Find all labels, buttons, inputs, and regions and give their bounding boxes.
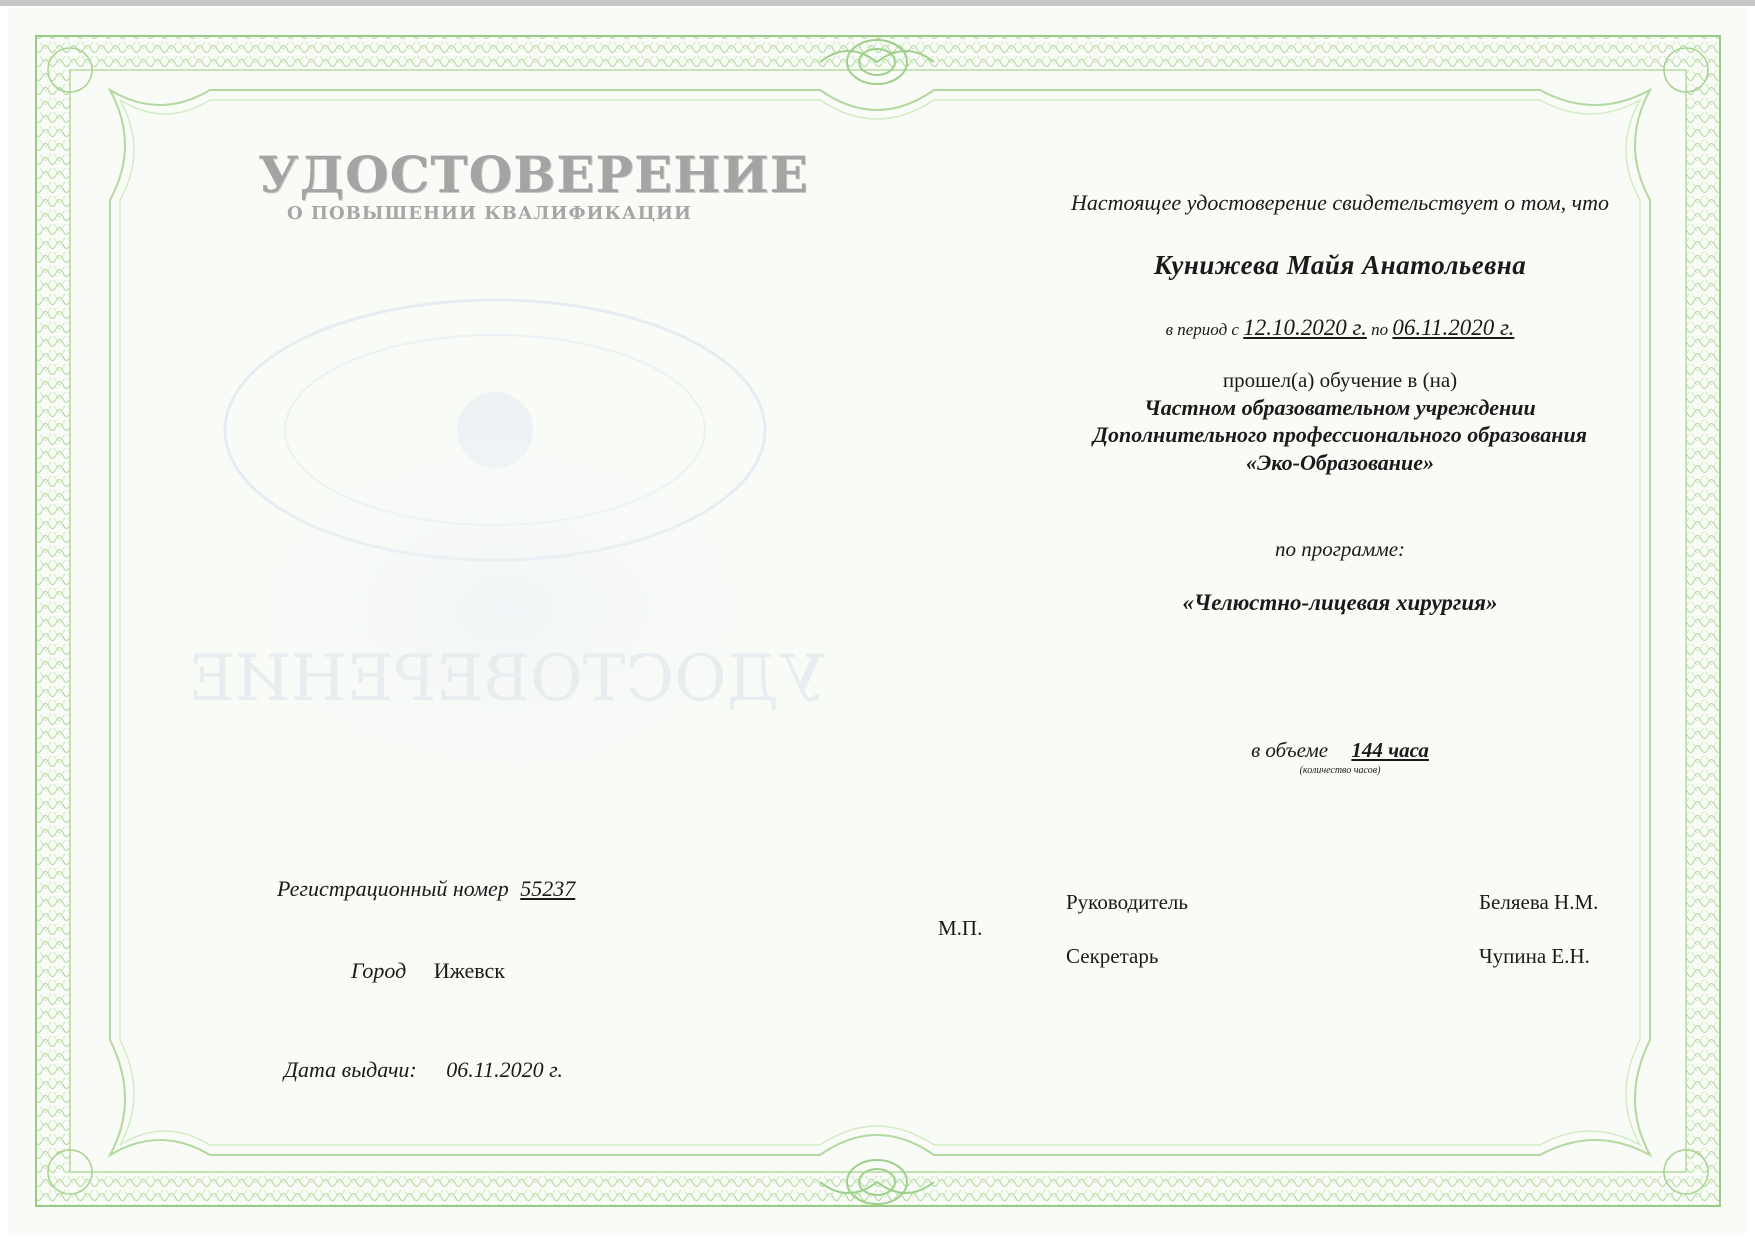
passed-text: прошел(а) обучение в (на) bbox=[1222, 368, 1458, 392]
certificate-subtitle: О ПОВЫШЕНИИ КВАЛИФИКАЦИИ bbox=[287, 203, 692, 224]
intro-text: Настоящее удостоверение свидетельствует о том, что bbox=[1070, 190, 1610, 215]
organization-line-1: Частном образовательном учреждении bbox=[1144, 395, 1536, 420]
head-role: Руководитель bbox=[1066, 890, 1188, 914]
issue-date-label: Дата выдачи: bbox=[284, 1057, 417, 1082]
organization-line-3: «Эко-Образование» bbox=[1245, 450, 1434, 475]
issue-date-line bbox=[284, 1057, 563, 1083]
period-prefix: в период с bbox=[1165, 320, 1239, 339]
program-label: по программе: bbox=[1274, 537, 1406, 561]
period-mid: по bbox=[1371, 320, 1389, 339]
secretary-name: Чупина Е.Н. bbox=[1479, 944, 1590, 968]
city-value: Ижевск bbox=[433, 958, 505, 983]
program-name: «Челюстно-лицевая хирургия» bbox=[1182, 590, 1498, 615]
head-name: Беляева Н.М. bbox=[1479, 890, 1599, 914]
seal-label: М.П. bbox=[938, 916, 983, 940]
secretary-role: Секретарь bbox=[1066, 944, 1159, 968]
registration-number: 55237 bbox=[520, 876, 576, 901]
watermark-emblem bbox=[185, 280, 825, 840]
volume-caption: (количество часов) bbox=[1299, 765, 1381, 776]
registration-label: Регистрационный номер bbox=[277, 876, 509, 901]
organization-line-2: Дополнительного профессионального образования bbox=[1092, 422, 1588, 447]
issue-date-value: 06.11.2020 г. bbox=[446, 1057, 563, 1082]
volume-line bbox=[950, 738, 1730, 763]
city-label: Город bbox=[351, 958, 407, 983]
period-end: 06.11.2020 г. bbox=[1392, 315, 1515, 340]
period-line bbox=[950, 315, 1730, 341]
volume-label: в объеме bbox=[1251, 738, 1329, 762]
recipient-name: Кунижева Майя Анатольевна bbox=[1153, 250, 1527, 280]
svg-text:УДОСТОВЕРЕНИЕ: УДОСТОВЕРЕНИЕ bbox=[188, 642, 825, 716]
volume-hours: 144 часа bbox=[1351, 738, 1429, 762]
registration-line bbox=[277, 876, 575, 902]
certificate-title: УДОСТОВЕРЕНИЕ bbox=[258, 145, 809, 204]
period-start: 12.10.2020 г. bbox=[1243, 315, 1367, 340]
city-line bbox=[351, 958, 505, 984]
